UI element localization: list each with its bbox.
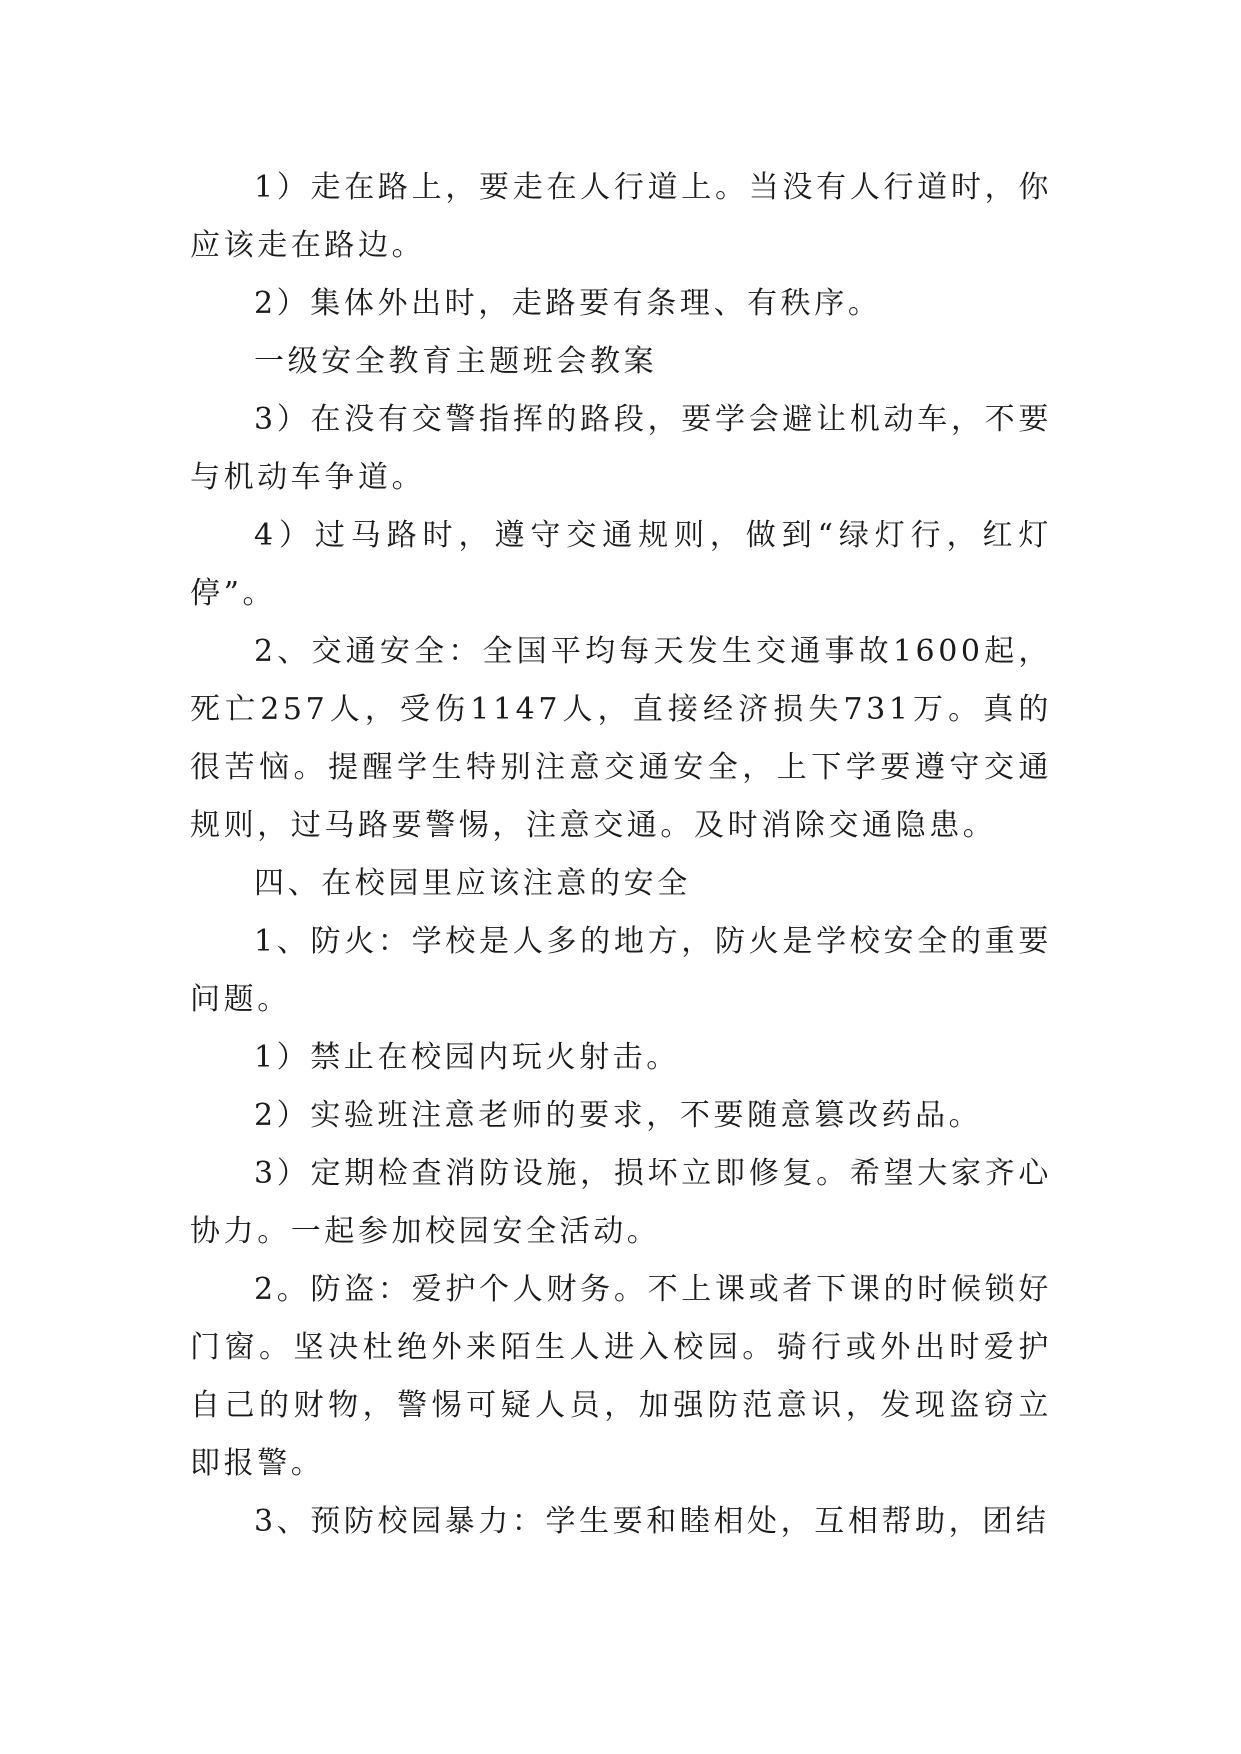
paragraph-cross-road: 4）过马路时，遵守交通规则，做到“绿灯行，红灯停”。: [190, 518, 1052, 611]
paragraph-fire-facilities: 3）定期检查消防设施，损坏立即修复。希望大家齐心协力。一起参加校园安全活动。: [190, 1156, 1052, 1249]
paragraph-group-outing: 2）集体外出时，走路要有条理、有秩序。: [254, 286, 882, 321]
paragraph-heading-class-meeting: 一级安全教育主题班会教案: [254, 344, 658, 379]
paragraph-lab-rules: 2）实验班注意老师的要求，不要随意篡改药品。: [254, 1098, 983, 1133]
paragraph-no-fire-play: 1）禁止在校园内玩火射击。: [254, 1040, 680, 1075]
paragraph-theft-prevention: 2。防盗：爱护个人财务。不上课或者下课的时候锁好门窗。坚决杜绝外来陌生人进入校园。骑行或外出时爱护自己的财物，警惕可疑人员，加强防范意识，发现盗窃立即报警。: [190, 1272, 1052, 1481]
paragraph-fire-prevention: 1、防火：学校是人多的地方，防火是学校安全的重要问题。: [190, 924, 1052, 1017]
document-body: [190, 159, 1052, 1551]
paragraph-yield-vehicles: 3）在没有交警指挥的路段，要学会避让机动车，不要与机动车争道。: [190, 402, 1052, 495]
paragraph-walk-sidewalk: 1）走在路上，要走在人行道上。当没有人行道时，你应该走在路边。: [190, 170, 1052, 263]
paragraph-school-violence: 3、预防校园暴力：学生要和睦相处，互相帮助，团结: [254, 1504, 1050, 1539]
paragraph-section-campus-safety: 四、在校园里应该注意的安全: [254, 866, 691, 901]
paragraph-traffic-safety: 2、交通安全：全国平均每天发生交通事故1600起，死亡257人，受伤1147人，直接经济损失731万。真的很苦恼。提醒学生特别注意交通安全，上下学要遵守交通规则，过马路要警惕，注意交通。及时消除交通隐患。: [190, 634, 1052, 843]
